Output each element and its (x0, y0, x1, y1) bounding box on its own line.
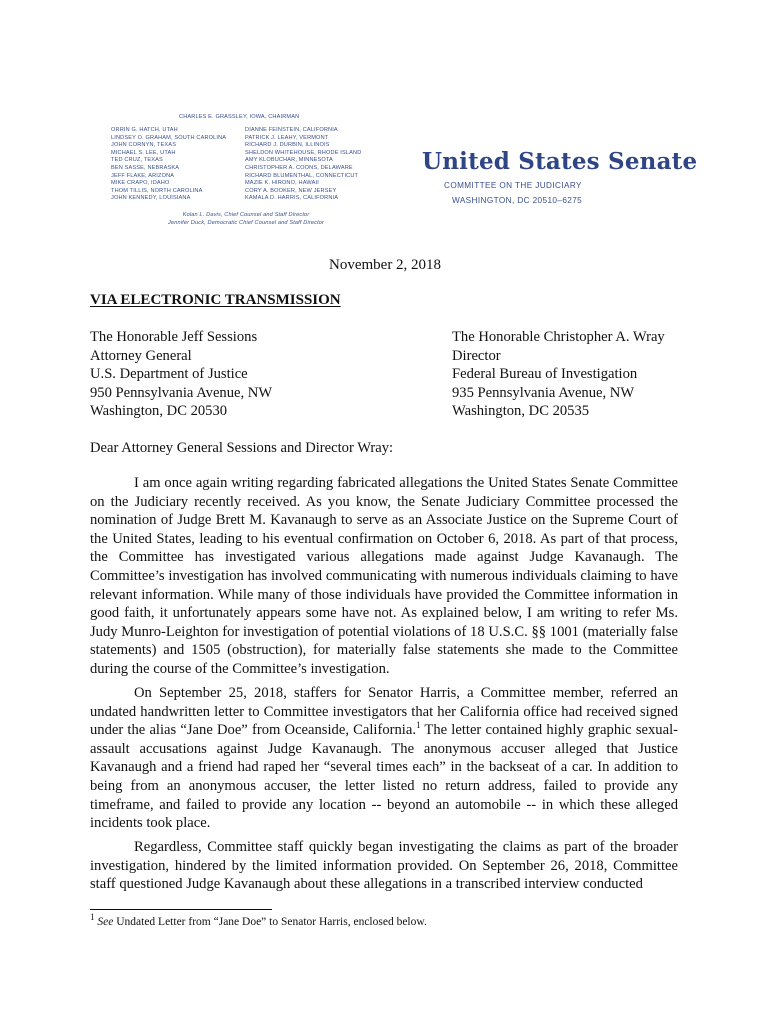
member-name: LINDSEY O. GRAHAM, SOUTH CAROLINA (111, 134, 227, 141)
transmission-heading: VIA ELECTRONIC TRANSMISSION (90, 292, 341, 308)
footnote (90, 912, 427, 928)
member-name: CORY A. BOOKER, NEW JERSEY (245, 187, 337, 194)
footnote-number: 1 (90, 912, 95, 923)
paragraph-text: On September 25, 2018, staffers for Senator Harris, a Committee member, referred an undated handwritten letter to Committee investigators that her California office had received signed under the alias “Jane Doe” from Oceanside, California. (90, 685, 678, 739)
member-name: RICHARD J. DURBIN, ILLINOIS (245, 142, 330, 149)
member-name: MICHAEL S. LEE, UTAH (111, 149, 176, 156)
address-line: The Honorable Christopher A. Wray (452, 329, 665, 345)
committee-address: WASHINGTON, DC 20510–6275 (452, 196, 583, 205)
address-line: Washington, DC 20530 (90, 403, 228, 420)
member-name: SHELDON WHITEHOUSE, RHODE ISLAND (245, 149, 362, 156)
letter-date: November 2, 2018 (329, 257, 442, 273)
senate-title: United States Senate (422, 148, 698, 175)
body-paragraph-1: I am once again writing regarding fabricated allegations the United States Senate Committee on the Judiciary recently received. As you know, the Senate Judiciary Committee processed the nomination of Judge Brett M. Kavanaugh to serve as an Associate Justice on the Supreme Court of the United States, leading to his eventual confirmation on October 6, 2018. As part of that process, the Committee has investigated various allegations made against Judge Kavanaugh. The Committee’s investigation has involved communicating with numerous individuals claiming to have relevant information. While many of those individuals have provided the Committee information in good faith, it unfortunately appears some have not. As explained below, I am writing to refer Ms. Judy Munro-Leighton for investigation of potential violations of 18 U.S.C. §§ 1001 (materially false statements) and 1505 (obstruction), for materially false statements she made to the Committee during the course of the Committee’s investigation. (90, 475, 678, 677)
member-name: KAMALA D. HARRIS, CALIFORNIA (245, 195, 339, 202)
member-name: ORRIN G. HATCH, UTAH (111, 127, 178, 133)
member-name: RICHARD BLUMENTHAL, CONNECTICUT (245, 172, 359, 179)
footnote-see: See (97, 916, 114, 928)
address-line: 935 Pennsylvania Avenue, NW (452, 384, 635, 401)
member-name: CHRISTOPHER A. COONS, DELAWARE (245, 164, 353, 171)
member-name: MAZIE K. HIRONO, HAWAII (245, 180, 319, 187)
body-paragraph-2 (90, 684, 678, 833)
address-line: U.S. Department of Justice (90, 366, 248, 383)
footnote-text: Undated Letter from “Jane Doe” to Senator Harris, enclosed below. (113, 916, 427, 928)
member-name: DIANNE FEINSTEIN, CALIFORNIA (245, 127, 338, 133)
chief-counsel-line: Kolan L. Davis, Chief Counsel and Staff Director (182, 212, 310, 218)
democratic-chief-counsel-line: Jennifer Duck, Democratic Chief Counsel and Staff Director (168, 219, 325, 226)
member-name: JEFF FLAKE, ARIZONA (111, 172, 175, 179)
address-line: Attorney General (90, 347, 192, 364)
member-name: JOHN KENNEDY, LOUISIANA (111, 195, 191, 202)
majority-members-list (111, 127, 226, 203)
body-paragraph-3: Regardless, Committee staff quickly began investigating the claims as part of the broader investigation, hindered by the limited information provided. On September 26, 2018, Committee staff questioned Judge Kavanaugh about these allegations in a transcribed interview conducted (90, 839, 678, 893)
address-line: 950 Pennsylvania Avenue, NW (90, 384, 273, 401)
member-name: TED CRUZ, TEXAS (111, 157, 163, 164)
minority-members-list (245, 127, 361, 203)
address-line: Washington, DC 20535 (452, 403, 590, 420)
address-line: Director (452, 347, 501, 364)
paragraph-text: The letter contained highly graphic sexual-assault accusations against Judge Kavanaugh. The anonymous accuser alleged that Justice Kavanaugh and a friend had raped her “several times each” in the backseat of a car. In addition to being from an anonymous accuser, the letter listed no return address, failed to provide any timeframe, and failed to provide any location -- beyond an automobile -- in which these alleged incidents took place. (90, 722, 678, 832)
member-name: MIKE CRAPO, IDAHO (111, 180, 170, 187)
member-name: PATRICK J. LEAHY, VERMONT (245, 134, 329, 141)
footnote-divider (90, 909, 272, 910)
recipient-address-right (452, 328, 665, 421)
member-name: BEN SASSE, NEBRASKA (111, 164, 180, 171)
member-name: AMY KLOBUCHAR, MINNESOTA (245, 157, 333, 164)
committee-name: COMMITTEE ON THE JUDICIARY (444, 181, 582, 190)
address-line: The Honorable Jeff Sessions (90, 329, 258, 345)
member-name: JOHN CORNYN, TEXAS (111, 142, 177, 149)
address-line: Federal Bureau of Investigation (452, 366, 638, 383)
footnote-marker: 1 (415, 720, 421, 731)
staff-directors (168, 212, 324, 227)
member-name: THOM TILLIS, NORTH CAROLINA (111, 187, 203, 194)
chairman-line: CHARLES E. GRASSLEY, IOWA, CHAIRMAN (179, 114, 300, 120)
recipient-address-left (90, 328, 272, 421)
salutation: Dear Attorney General Sessions and Director Wray: (90, 440, 394, 456)
